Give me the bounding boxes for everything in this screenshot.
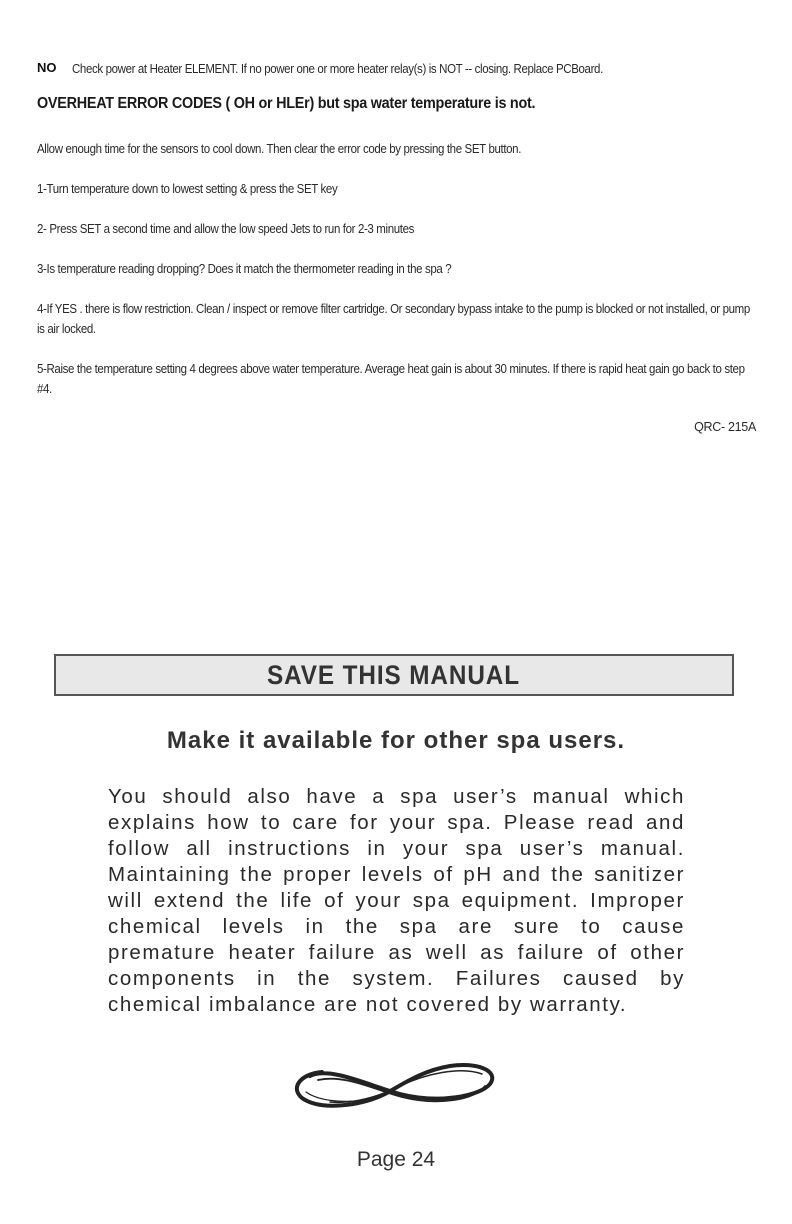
notice-body: You should also have a spa user’s manual which explains how to care for your spa. Please read and follow all instructions in your spa user’s manual. Maintaining the proper levels of pH and the sanitizer will extend the life of your spa equipment. Improper chemical levels in the spa are sure to cause premature heater failure as well as failure of other components in the system. Failures caused by chemical imbalance are not covered by warranty. bbox=[108, 785, 685, 1016]
flourish-ornament-icon bbox=[290, 1056, 502, 1116]
no-instruction: Check power at Heater ELEMENT. If no power one or more heater relay(s) is NOT -- closing. Replace PCBoard. bbox=[72, 62, 603, 76]
notice-subtitle: Make it available for other spa users. bbox=[166, 727, 626, 754]
step-3: 3-Is temperature reading dropping? Does it match the thermometer reading in the spa ? bbox=[37, 262, 452, 276]
no-label: NO bbox=[37, 60, 57, 75]
save-manual-title: SAVE THIS MANUAL bbox=[267, 659, 521, 690]
overheat-heading: OVERHEAT ERROR CODES ( OH or HLEr) but spa water temperature is not. bbox=[37, 95, 536, 112]
step-2: 2- Press SET a second time and allow the low speed Jets to run for 2-3 minutes bbox=[37, 222, 414, 236]
page-number: Page 24 bbox=[356, 1148, 436, 1171]
intro-text: Allow enough time for the sensors to cool down. Then clear the error code by pressing the SET button. bbox=[37, 142, 522, 156]
save-manual-banner bbox=[54, 654, 734, 696]
step-1: 1-Turn temperature down to lowest setting & press the SET key bbox=[37, 182, 338, 196]
step-5: 5-Raise the temperature setting 4 degrees above water temperature. Average heat gain is about 30 minutes. If there is rapid heat gain go back to step #4. bbox=[37, 362, 745, 396]
step-4: 4-If YES . there is flow restriction. Clean / inspect or remove filter cartridge. Or secondary bypass intake to the pump is blocked or not installed, or pump is air locked. bbox=[37, 302, 750, 336]
document-code: QRC- 215A bbox=[694, 420, 756, 434]
